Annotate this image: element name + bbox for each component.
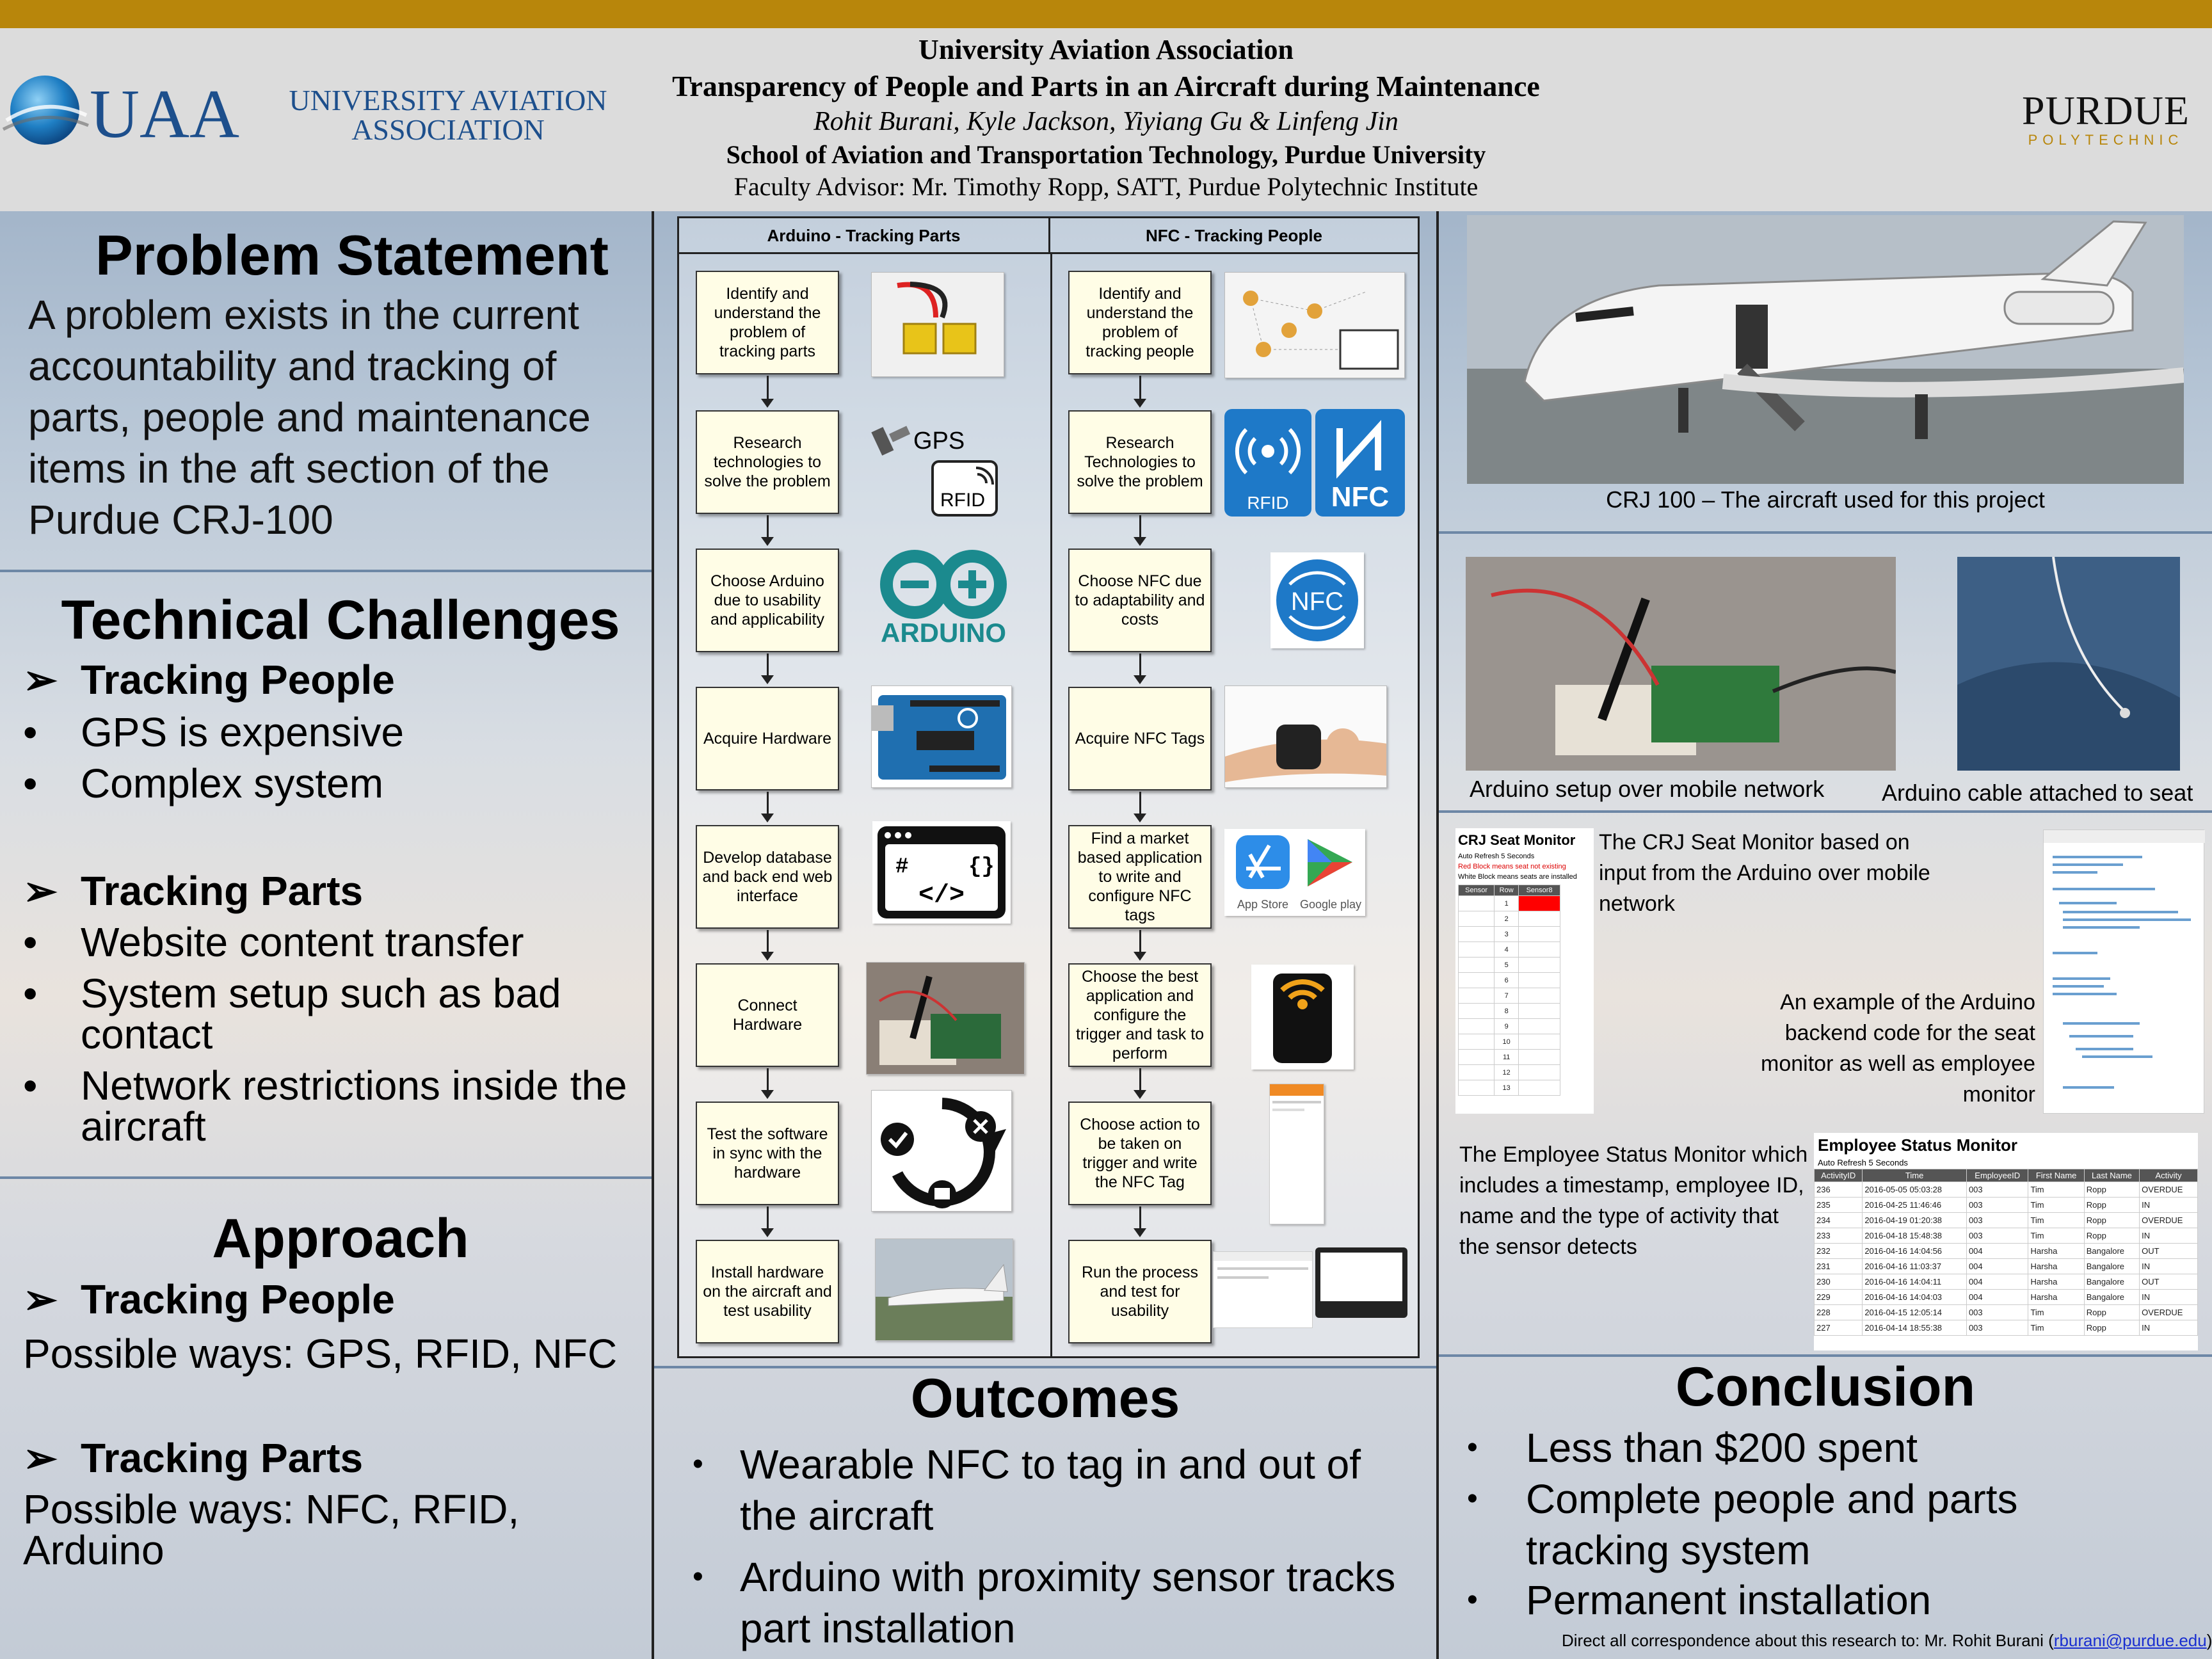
poster-title: Transparency of People and Parts in an Aircraft during Maintenance <box>672 70 1540 102</box>
esm-refresh: Auto Refresh 5 Seconds <box>1818 1158 1908 1167</box>
arduino-code-screenshot <box>2043 830 2204 1114</box>
approach-parts-text: Possible ways: NFC, RFID, Arduino <box>23 1486 520 1573</box>
flow-arrow <box>767 1068 769 1096</box>
arduino-cable-caption: Arduino cable attached to seat <box>1882 780 2193 806</box>
outcomes-title: Outcomes <box>910 1368 1180 1429</box>
flow-arrow <box>1139 1068 1141 1096</box>
uaa-logo-line2: ASSOCIATION <box>351 113 545 146</box>
table-row: 234 2016-04-19 01:20:38 003 Tim Ropp OVERDUE <box>1815 1213 2198 1228</box>
app-process-screenshot-1 <box>1213 1251 1313 1328</box>
flow-arrow <box>767 930 769 958</box>
arduino-setup-photo <box>1466 557 1896 771</box>
seat-row: 3 <box>1459 927 1560 942</box>
flow-column-divider <box>1050 254 1052 1356</box>
arrow-bullet-icon: ➢ <box>23 1276 58 1322</box>
seat-row: 7 <box>1459 988 1560 1004</box>
connected-hardware-image <box>866 962 1025 1075</box>
arduino-setup-caption: Arduino setup over mobile network <box>1470 776 1825 802</box>
table-row: 232 2016-04-16 14:04:56 004 Harsha Bangalore OUT <box>1815 1244 2198 1259</box>
purdue-logo <box>2010 90 2202 154</box>
flow-step-right: Acquire NFC Tags <box>1068 687 1212 790</box>
app-store-image <box>1224 829 1365 916</box>
flow-arrow <box>767 792 769 820</box>
arduino-label: ARDUINO <box>881 618 1006 648</box>
svg-text:#: # <box>895 855 909 879</box>
purdue-logo-text: PURDUE <box>2021 88 2190 133</box>
gps-rfid-image <box>869 410 1003 519</box>
esm-title: Employee Status Monitor <box>1818 1135 2018 1155</box>
problem-statement-text: A problem exists in the current accountability and tracking of parts, people and maintenance items in the aft section of the Purdue CRJ-100 <box>28 292 591 543</box>
arrow-bullet-icon: ➢ <box>23 868 58 914</box>
arrow-bullet-icon: ➢ <box>23 657 58 703</box>
flow-arrow <box>1139 653 1141 682</box>
crj-aircraft-photo <box>1467 215 2184 484</box>
table-row: 230 2016-04-16 14:04:11 004 Harsha Bangalore OUT <box>1815 1274 2198 1290</box>
seat-row: 11 <box>1459 1050 1560 1065</box>
flow-arrow <box>767 515 769 543</box>
svg-text:RFID: RFID <box>1247 493 1289 513</box>
flow-step-right: Identify and understand the problem of tracking people <box>1068 271 1212 374</box>
code-icon-image <box>872 821 1011 924</box>
seat-row: 13 <box>1459 1080 1560 1096</box>
app-process-screenshot-2 <box>1315 1247 1407 1318</box>
column-divider <box>652 211 654 1659</box>
section-divider <box>1439 531 2212 534</box>
purdue-logo-sub: POLYTECHNIC <box>2028 132 2184 148</box>
seat-row: 9 <box>1459 1019 1560 1034</box>
esm-column-header: First Name <box>2028 1169 2084 1182</box>
flow-step-right: Choose action to be taken on trigger and write the NFC Tag <box>1068 1102 1212 1205</box>
flow-arrow <box>767 653 769 682</box>
flow-arrow <box>1139 376 1141 405</box>
flow-step-right: Run the process and test for usability <box>1068 1240 1212 1343</box>
uaa-logo-line1: UNIVERSITY AVIATION <box>289 84 607 116</box>
uaa-logo-text: UAA <box>90 76 239 152</box>
seat-monitor-table: Sensor Row Sensor8 1 2 3 4 5 6 7 8 9 10 11 12 13 <box>1458 885 1560 1096</box>
backend-code-description: An example of the Arduino backend code for the seat monitor as well as employee monitor <box>1761 990 2035 1107</box>
esm-column-header: Last Name <box>2084 1169 2139 1182</box>
employee-status-table <box>1814 1169 2198 1336</box>
correspondence-footer: Direct all correspondence about this research to: Mr. Rohit Burani (rburani@purdue.edu) <box>1562 1631 2212 1650</box>
esm-column-header: ActivityID <box>1815 1169 1863 1182</box>
authors: Rohit Burani, Kyle Jackson, Yiyiang Gu & Linfeng Jin <box>813 107 1399 136</box>
flow-step-left: Test the software in sync with the hardware <box>696 1102 839 1205</box>
seat-row: 10 <box>1459 1034 1560 1050</box>
aircraft-test-image <box>875 1238 1013 1341</box>
seat-row: 4 <box>1459 942 1560 958</box>
people-network-image <box>1224 272 1405 378</box>
contact-email-link[interactable]: rburani@purdue.edu <box>2053 1631 2207 1650</box>
problem-statement-title: Problem Statement <box>95 223 609 287</box>
esm-column-header: Activity <box>2140 1169 2198 1182</box>
google-play-label: Google play <box>1299 898 1362 911</box>
code-label: </> <box>918 881 965 910</box>
arduino-board-image <box>871 685 1012 788</box>
globe-icon <box>0 70 90 160</box>
flow-step-left: Research technologies to solve the problem <box>696 410 839 514</box>
approach-title: Approach <box>212 1208 469 1269</box>
esm-column-header: Time <box>1863 1169 1967 1182</box>
table-row: 229 2016-04-16 14:04:03 004 Harsha Bangalore IN <box>1815 1290 2198 1305</box>
flow-step-right: Research Technologies to solve the problem <box>1068 410 1212 514</box>
flow-arrow <box>767 376 769 405</box>
section-divider <box>0 1176 652 1179</box>
flow-step-right: Find a market based application to write and configure NFC tags <box>1068 825 1212 929</box>
nfc-wristband-image <box>1224 685 1387 788</box>
nfc-app-screenshot <box>1269 1084 1324 1224</box>
table-row: 233 2016-04-18 15:48:38 003 Tim Ropp IN <box>1815 1228 2198 1244</box>
flow-step-left: Acquire Hardware <box>696 687 839 790</box>
org-name: University Aviation Association <box>918 34 1294 65</box>
flow-step-left: Install hardware on the aircraft and test usability <box>696 1240 839 1343</box>
flow-step-left: Connect Hardware <box>696 963 839 1067</box>
school: School of Aviation and Transportation Technology, Purdue University <box>726 140 1486 169</box>
outcome-item: • Arduino with proximity sensor tracks part installation <box>693 1554 1396 1651</box>
test-sync-cycle-image <box>871 1090 1012 1212</box>
conclusion-item: • Complete people and parts tracking system <box>1467 1476 2018 1573</box>
section-divider <box>0 570 652 572</box>
flow-step-right: Choose the best application and configure the trigger and task to perform <box>1068 963 1212 1067</box>
table-row: 231 2016-04-16 11:03:37 004 Harsha Bangalore IN <box>1815 1259 2198 1274</box>
seat-row: 5 <box>1459 958 1560 973</box>
outcome-item: • Wearable NFC to tag in and out of the aircraft <box>693 1441 1361 1539</box>
flow-arrow <box>1139 515 1141 543</box>
conclusion-title: Conclusion <box>1675 1356 1976 1418</box>
section-divider <box>1439 810 2212 813</box>
aircraft-caption: CRJ 100 – The aircraft used for this project <box>1606 486 2045 513</box>
flow-step-right: Choose NFC due to adaptability and costs <box>1068 549 1212 652</box>
flow-step-left: Develop database and back end web interface <box>696 825 839 929</box>
app-store-label: App Store <box>1237 898 1289 911</box>
flow-arrow <box>1139 1206 1141 1235</box>
flow-arrow <box>1139 930 1141 958</box>
flow-step-left: Choose Arduino due to usability and applicability <box>696 549 839 652</box>
table-row: 235 2016-04-25 11:46:46 003 Tim Ropp IN <box>1815 1198 2198 1213</box>
rfid-label: RFID <box>940 490 985 511</box>
arduino-logo-image <box>871 546 1016 648</box>
seat-monitor-description: The CRJ Seat Monitor based on input from the Arduino over mobile network <box>1599 830 1930 916</box>
uaa-logo <box>0 70 627 160</box>
gps-label: GPS <box>913 428 965 454</box>
nfc-label: NFC <box>1331 481 1390 513</box>
technical-challenges-title: Technical Challenges <box>61 589 620 651</box>
seat-row: 6 <box>1459 973 1560 988</box>
table-row: 228 2016-04-15 12:05:14 003 Tim Ropp OVERDUE <box>1815 1305 2198 1320</box>
phone-wifi-icon-image <box>1251 965 1354 1070</box>
svg-text:NFC: NFC <box>1290 588 1344 616</box>
conclusion-item: • Permanent installation <box>1467 1577 1932 1623</box>
seat-monitor-screenshot: CRJ Seat Monitor Auto Refresh 5 Seconds Red Block means seat not existing White Block means seats are installed Sensor Row Sensor8 1 2 3 4 5 6 7 8 9 10 11 12 13 <box>1455 828 1594 1114</box>
nfc-icon-image <box>1270 552 1364 648</box>
process-flowchart <box>677 216 1420 1358</box>
flow-right-title: NFC - Tracking People <box>1050 218 1418 254</box>
seat-row: 8 <box>1459 1004 1560 1019</box>
rfid-nfc-logos-image <box>1224 409 1405 517</box>
top-accent-bar <box>0 0 2212 28</box>
battery-connector-image <box>871 272 1004 377</box>
arduino-cable-seat-photo <box>1957 557 2180 771</box>
faculty-advisor: Faculty Advisor: Mr. Timothy Ropp, SATT, Purdue Polytechnic Institute <box>733 172 1479 201</box>
table-row: 227 2016-04-14 18:55:38 003 Tim Ropp IN <box>1815 1320 2198 1336</box>
flow-arrow <box>767 1206 769 1235</box>
conclusion-item: • Less than $200 spent <box>1467 1425 1918 1471</box>
employee-monitor-description: The Employee Status Monitor which includes a timestamp, employee ID, name and the type of activity that the sensor detects <box>1459 1142 1808 1259</box>
flow-arrow <box>1139 792 1141 820</box>
seat-row: 1 <box>1459 896 1560 911</box>
flow-left-title: Arduino - Tracking Parts <box>679 218 1050 254</box>
seat-row: 2 <box>1459 911 1560 927</box>
column-divider <box>1436 211 1439 1659</box>
table-row: 236 2016-05-05 05:03:28 003 Tim Ropp OVERDUE <box>1815 1182 2198 1198</box>
seat-row: 12 <box>1459 1065 1560 1080</box>
esm-column-header: EmployeeID <box>1966 1169 2028 1182</box>
employee-status-monitor-screenshot <box>1814 1133 2198 1350</box>
arrow-bullet-icon: ➢ <box>23 1435 58 1481</box>
svg-text:{}: {} <box>968 855 995 879</box>
flow-step-left: Identify and understand the problem of tracking parts <box>696 271 839 374</box>
approach-people-text: Possible ways: GPS, RFID, NFC <box>23 1331 618 1377</box>
